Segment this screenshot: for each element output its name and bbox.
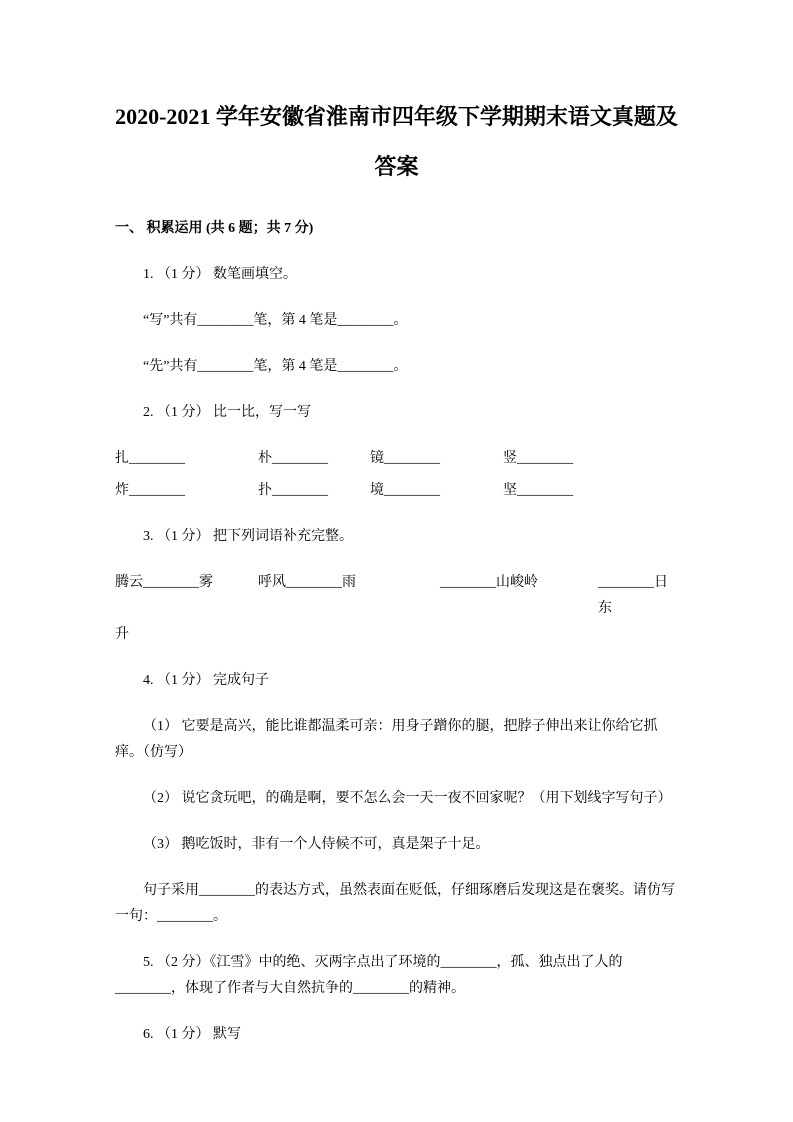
q2-stem: 2. （1 分） 比一比，写一写	[143, 405, 311, 420]
q4-subquestion-1: （1） 它要是高兴，能比谁都温柔可亲：用身子蹭你的腿，把脖子伸出来让你给它抓痒。（仿写）	[115, 719, 658, 760]
q2-row2-item-1: 炸________	[115, 483, 185, 498]
q2-compare-row-2	[115, 478, 678, 504]
q4-analysis-line: 句子采用________的表达方式，虽然表面在贬低，仔细琢磨后发现这是在褒奖。请仿写一句：________。	[115, 883, 675, 924]
q4-stem: 4. （1 分） 完成句子	[143, 673, 269, 688]
q4-subquestion-2: （2） 说它贪玩吧，的确是啊，要不怎么会一天一夜不回家呢？（用下划线字写句子）	[143, 791, 672, 806]
q2-row1-item-3: 镜________	[370, 451, 440, 466]
q6-stem: 6. （1 分） 默写	[143, 1027, 241, 1042]
q3-item-4: ________日东	[598, 575, 668, 616]
q5-stem: 5. （2 分）《江雪》中的绝、灭两字点出了环境的________，孤、独点出了人的________，体现了作者与大自然抗争的________的精神。	[115, 955, 623, 996]
q2-row2-item-2: 扑________	[258, 483, 328, 498]
q3-item-1: 腾云________雾	[115, 575, 213, 590]
q1-stem: 1. （1 分） 数笔画填空。	[143, 267, 297, 282]
q2-compare-row-1	[115, 446, 678, 472]
q3-item-2: 呼风________雨	[258, 575, 356, 590]
q3-wrapped-char: 升	[115, 627, 129, 642]
q2-row1-item-4: 竖________	[503, 451, 573, 466]
q3-item-3: ________山峻岭	[440, 575, 538, 590]
exam-title-line-1: 2020-2021 学年安徽省淮南市四年级下学期期末语文真题及	[115, 104, 678, 129]
section-heading: 一、 积累运用 (共 6 题；共 7 分)	[115, 221, 314, 236]
q1-blank-line-2: “先”共有________笔，第 4 笔是________。	[143, 359, 408, 374]
q2-row1-item-2: 朴________	[258, 451, 328, 466]
q3-idiom-row	[115, 570, 678, 622]
q2-row2-item-3: 境________	[370, 483, 440, 498]
q4-subquestion-3: （3） 鹅吃饭时，非有一个人侍候不可，真是架子十足。	[143, 837, 490, 852]
exam-title	[115, 92, 678, 192]
q2-row2-item-4: 坚________	[503, 483, 573, 498]
q3-stem: 3. （1 分） 把下列词语补充完整。	[143, 529, 353, 544]
exam-title-line-2: 答案	[374, 154, 419, 179]
q1-blank-line-1: “写”共有________笔，第 4 笔是________。	[143, 313, 408, 328]
q2-row1-item-1: 扎________	[115, 451, 185, 466]
